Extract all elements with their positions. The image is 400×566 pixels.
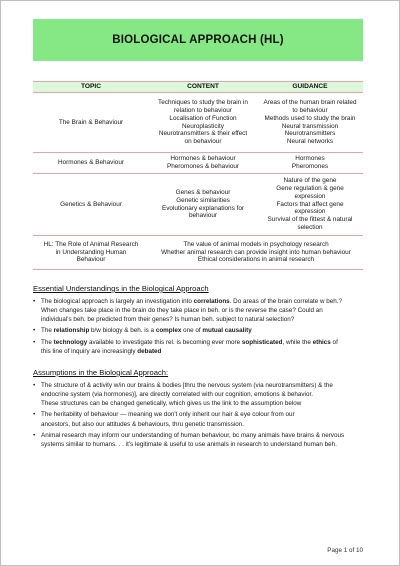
cell-line: Pheromones: [291, 163, 329, 170]
cell-line: Hormones & behaviour: [170, 155, 236, 163]
text-run: The biological approach is largely an investigation into: [41, 298, 194, 305]
cell-line: Gene regulation & gene: [276, 184, 344, 192]
cell-line: Nature of the gene: [283, 177, 337, 185]
header-content: CONTENT: [149, 82, 257, 93]
cell-line: behaviour: [188, 212, 218, 220]
topic-text: The Brain & Behaviour: [58, 118, 124, 126]
list-item: [33, 431, 368, 449]
text-run: available to investigate this rel. is becoming ever more: [87, 338, 242, 346]
text-line: • The structure of & activity w/in our brains & bodies [thru the nervous system (via neurotransmitters) & the: [41, 382, 333, 389]
cell-line: The value of animal models in psychology research: [183, 240, 329, 248]
cell-line: Areas of the human brain related: [263, 99, 357, 107]
text-line: When changes take place in the brain do they take place in beh. or is the reverse the case? Could an: [41, 307, 323, 315]
text-run: , while the: [282, 338, 313, 346]
cell-line: Whether animal research can provide insight into human behaviour: [161, 248, 351, 256]
text-run: this line of inquiry are increasingly: [41, 347, 138, 355]
text-run: of: [330, 338, 338, 346]
cell-line: Neural networks: [286, 138, 334, 146]
guidance-cell: [257, 174, 363, 236]
text-line: • Animal research may inform our understanding of human behaviour, bc many animals have brains & nervous: [41, 431, 345, 439]
table-row: [33, 174, 363, 236]
text-line: ancestors, but also our attitudes & behaviours, thru genetic transmission.: [41, 420, 245, 428]
cell-line: HL: The Role of Animal Research: [43, 240, 139, 248]
header-guidance: GUIDANCE: [257, 82, 363, 93]
cell-line: Evolutionary explanations for: [161, 204, 245, 212]
text-run: b/w biology & beh. is a: [89, 327, 156, 335]
cell-line: Neurotransmitters & their effect: [158, 130, 248, 138]
bold-run: complex: [155, 327, 182, 335]
header-topic: TOPIC: [33, 82, 149, 93]
guidance-cell: [257, 93, 363, 153]
content-cell: [149, 153, 257, 174]
topics-table: [33, 81, 363, 270]
cell-line: Behaviour: [76, 256, 106, 264]
title-banner: [33, 19, 363, 61]
text-line: endocrine system (via hormones)], are directly correlated with our cognition, emotions & behavior.: [41, 391, 313, 399]
essential-understandings-section: [33, 283, 368, 358]
cell-line: on behaviour: [184, 138, 222, 146]
bold-run: ethics: [312, 338, 331, 346]
bullet-list: [33, 297, 368, 356]
topic-cell: [33, 236, 149, 270]
cell-line: Techniques to study the brain in: [158, 99, 248, 107]
bold-run: technology: [53, 338, 88, 346]
text-run: The: [41, 338, 54, 346]
bold-run: mutual causality: [202, 327, 252, 335]
bold-run: debated: [137, 347, 162, 355]
list-item: [33, 338, 368, 356]
bullet-list: [33, 381, 368, 449]
cell-line: to behaviour: [292, 106, 328, 114]
text-run: The: [41, 327, 54, 335]
section-heading: Essential Understandings in the Biological Approach: [33, 284, 209, 293]
list-item: [33, 410, 368, 428]
text-line: [41, 347, 368, 356]
cell-line: Neural transmission: [281, 122, 339, 130]
topic-cell: [33, 153, 149, 174]
cell-line: Genetic similarities: [176, 196, 230, 204]
content-cell: [149, 93, 257, 153]
text-run: one of: [181, 327, 203, 335]
cell-line: Methods used to study the brain: [264, 114, 356, 122]
cell-line: Hormones: [295, 155, 325, 163]
list-item: [33, 381, 368, 408]
bold-run: sophisticated: [241, 338, 283, 346]
cell-line: selection: [297, 224, 323, 232]
cell-line: Genes & behaviour: [175, 188, 231, 196]
cell-line: Ethical considerations in animal research: [197, 256, 315, 264]
cell-line: Localisation of Function: [169, 114, 237, 122]
cell-line: Neuroplasticity: [182, 122, 224, 130]
table-row: [33, 93, 363, 153]
cell-line: Pheromones & behaviour: [166, 163, 240, 170]
content-cell: [149, 174, 257, 236]
text-line: systems similar to humans. . . it's legitimate & useful to use animals in research to understand human beh.: [41, 440, 337, 448]
text-line: These structures can be changed genetically, which gives us the link to the assumption below: [41, 400, 302, 408]
list-item: [33, 326, 368, 335]
cell-line: Neurotransmitters: [284, 130, 336, 138]
text-run: . Do areas of the brain correlate w beh.?: [229, 298, 343, 305]
page-title: BIOLOGICAL APPROACH (HL): [112, 34, 284, 46]
cell-line: Survival of the fittest & natural: [267, 216, 353, 224]
text-line: individual's beh. be predicted from their genes? Is human beh. subject to natural selection?: [41, 316, 295, 324]
page-number: Page 1 of 10: [327, 547, 363, 554]
guidance-cell: [257, 153, 363, 174]
topic-cell: [33, 93, 149, 153]
table-row: [33, 153, 363, 174]
topic-text: Hormones & Behaviour: [57, 159, 125, 167]
topic-text: Genetics & Behaviour: [60, 200, 122, 208]
cell-line: Factors that affect gene: [276, 200, 344, 208]
cell-line: relation to behaviour: [174, 106, 232, 114]
section-heading: Assumptions in the Biological Approach:: [33, 368, 169, 377]
table-row: [33, 236, 363, 270]
cell-line: in Understanding Human: [55, 248, 127, 256]
topic-cell: [33, 174, 149, 236]
combined-cell: [149, 236, 363, 270]
list-item: [33, 297, 368, 324]
bold-run: relationship: [53, 327, 90, 335]
cell-line: expression: [294, 208, 326, 216]
assumptions-section: [33, 367, 368, 451]
text-line: • The heritability of behaviour — meaning we don't only inherit our hair & eye colour from our: [41, 411, 295, 419]
cell-line: expression: [294, 192, 326, 200]
table-header-row: [33, 82, 363, 93]
bold-run: correlations: [193, 298, 230, 305]
